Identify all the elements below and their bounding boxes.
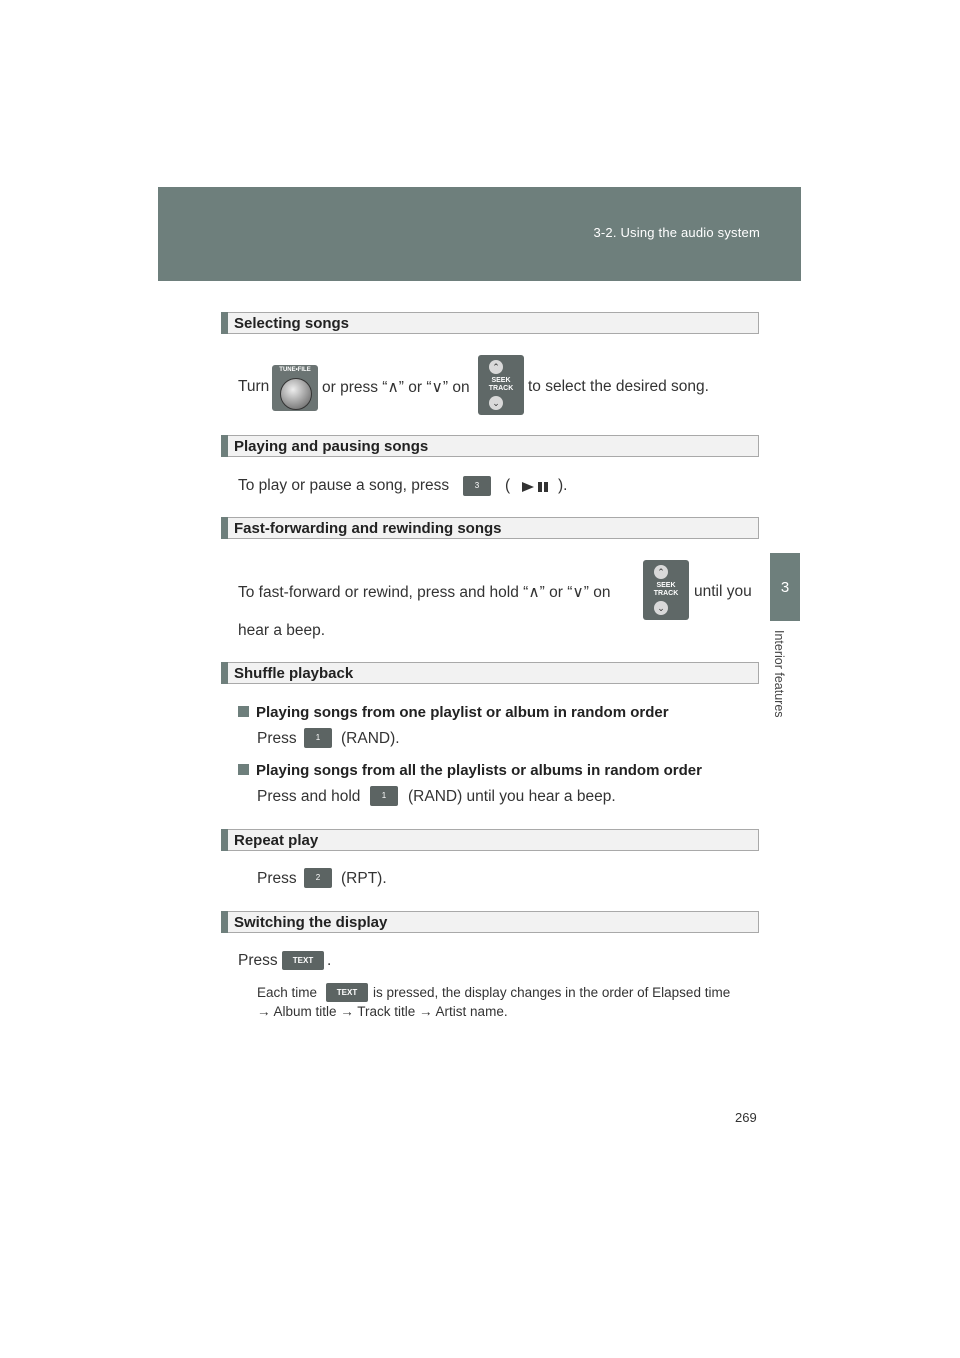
playing-text-2: ( [505,477,511,494]
chevron-up-icon: ⌃ [489,360,503,374]
shuffle-sub-1: Playing songs from one playlist or album in random order [238,704,669,721]
chevron-down-icon: ⌄ [654,601,668,615]
square-bullet-icon [238,764,249,775]
selecting-text-2: or press “∧” or “∨” on [322,379,470,396]
chapter-tab-label: Interior features [772,630,786,718]
chevron-up-icon: ⌃ [654,565,668,579]
display-text-2: . [327,952,332,969]
square-bullet-icon [238,706,249,717]
shuffle-sub-2: Playing songs from all the playlists or albums in random order [238,762,702,779]
heading-fast-forwarding: Fast-forwarding and rewinding songs [221,517,759,539]
selecting-text-1: Turn [238,378,270,395]
shuffle-text-2b: (RAND) until you hear a beep. [408,788,616,805]
page-number: 269 [735,1110,757,1125]
selecting-text-3: to select the desired song. [528,378,709,395]
fastforward-text-3: hear a beep. [238,622,326,639]
display-note-2: is pressed, the display changes in the order of Elapsed time [373,985,731,1000]
preset-button-1-icon: 1 [370,786,398,806]
seek-track-button-icon: ⌃ SEEK TRACK ⌄ [478,355,524,415]
chevron-down-icon: ⌄ [489,396,503,410]
fastforward-text-2: until you [694,583,752,600]
display-text-1: Press [238,952,278,969]
preset-button-1-icon: 1 [304,728,332,748]
preset-button-2-icon: 2 [304,868,332,888]
chapter-tab [770,553,800,621]
play-pause-icon [519,478,553,496]
text-button-icon: TEXT [326,983,368,1002]
heading-repeat-play: Repeat play [221,829,759,851]
heading-playing-pausing: Playing and pausing songs [221,435,759,457]
tune-file-knob-icon: TUNE•FILE [272,365,318,411]
preset-button-3-icon: 3 [463,476,491,496]
shuffle-text-1b: (RAND). [341,730,400,747]
heading-selecting-songs: Selecting songs [221,312,759,334]
fastforward-text-1: To fast-forward or rewind, press and hold “∧” or “∨” on [238,584,611,601]
heading-shuffle-playback: Shuffle playback [221,662,759,684]
shuffle-text-2a: Press and hold [257,788,361,805]
playing-text-3: ). [558,477,568,494]
heading-switching-display: Switching the display [221,911,759,933]
repeat-text-2: (RPT). [341,870,387,887]
knob-dial-icon [280,378,312,410]
text-button-icon: TEXT [282,951,324,970]
repeat-text-1: Press [257,870,297,887]
playing-text-1: To play or pause a song, press [238,477,450,494]
section-title: 3-2. Using the audio system [593,225,760,240]
display-note-3: → Album title → Track title → Artist name. [257,1004,508,1019]
display-note-1: Each time [257,985,318,1000]
shuffle-text-1a: Press [257,730,297,747]
seek-track-button-icon: ⌃ SEEK TRACK ⌄ [643,560,689,620]
chapter-header [158,187,801,281]
chapter-number: 3 [780,578,790,596]
